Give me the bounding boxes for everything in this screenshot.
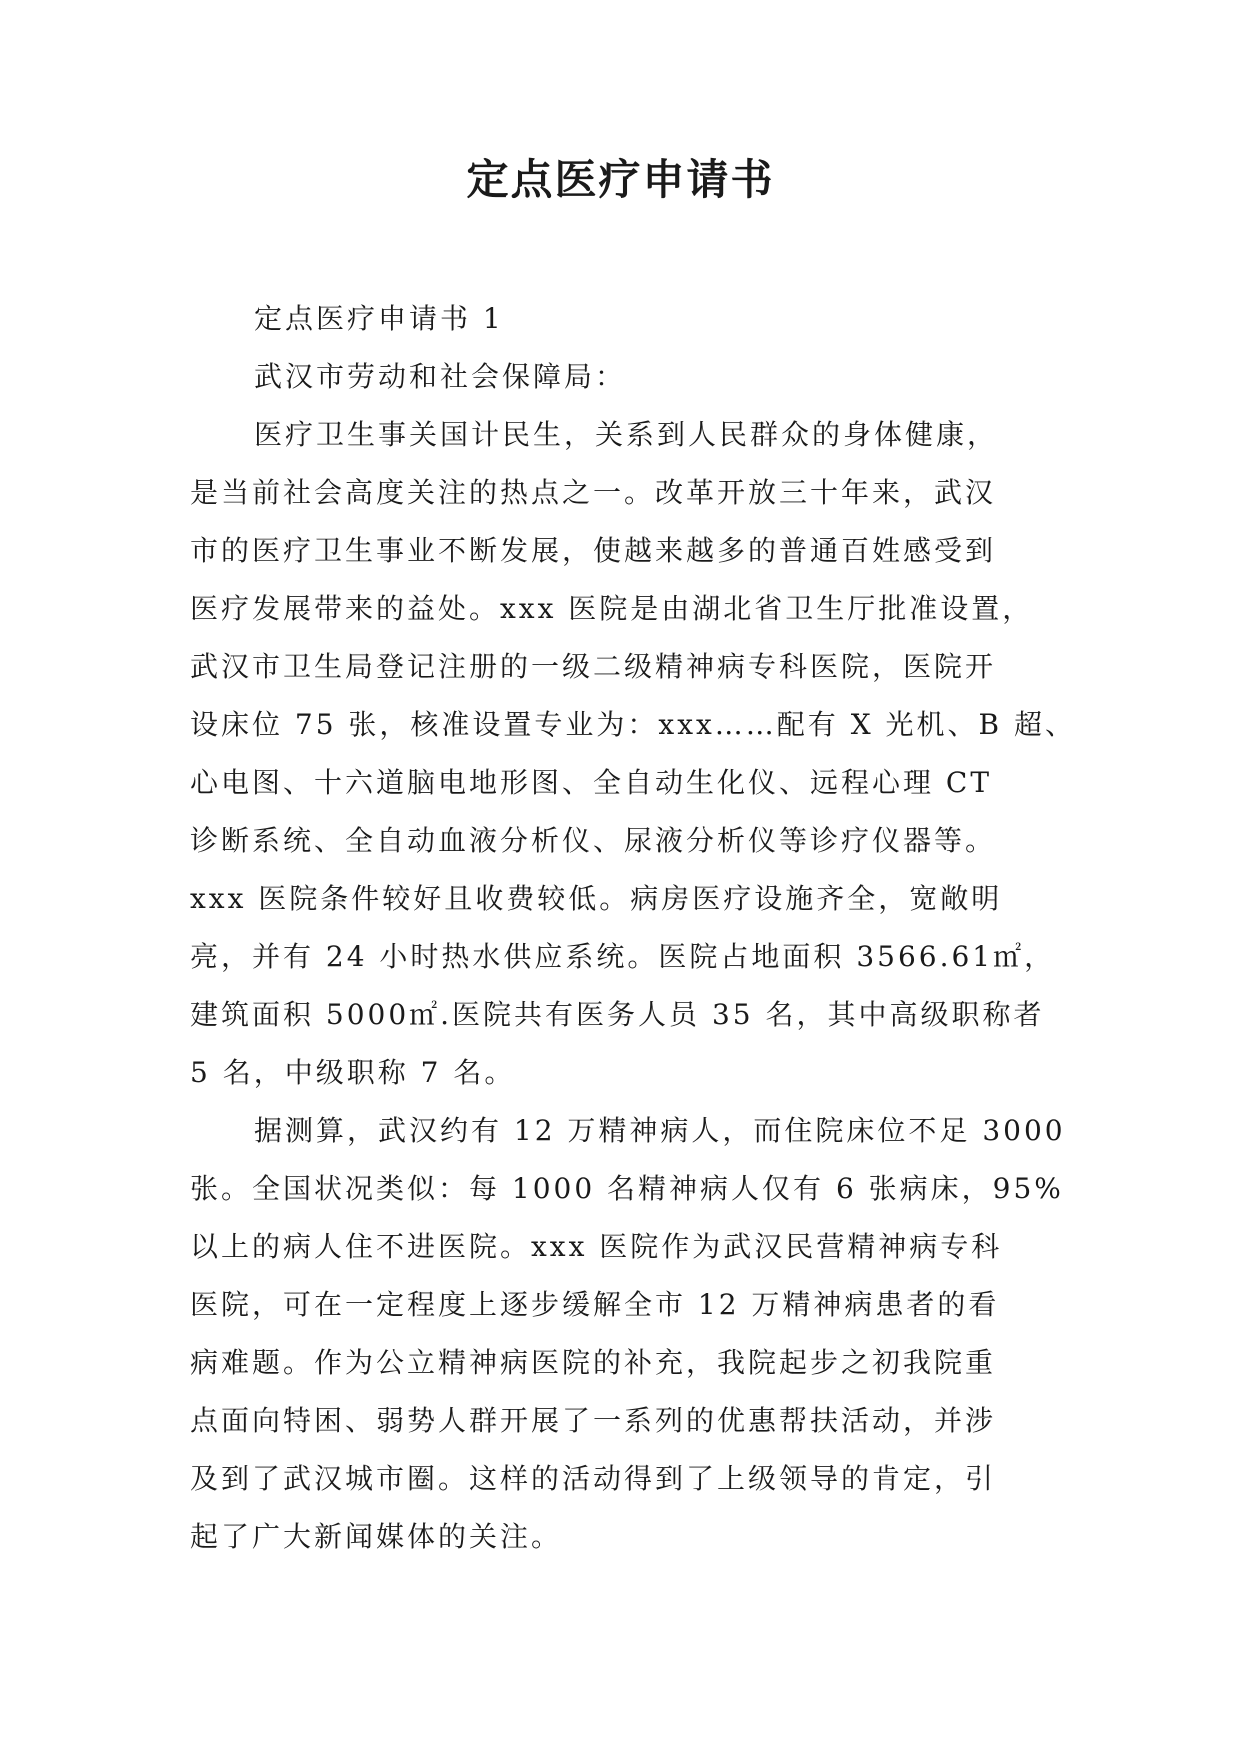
paragraph-line: 起了广大新闻媒体的关注。 <box>190 1520 563 1553</box>
paragraph-line: 是当前社会高度关注的热点之一。改革开放三十年来，武汉 <box>190 476 997 509</box>
paragraph-line: 心电图、十六道脑电地形图、全自动生化仪、远程心理 CT <box>190 766 993 799</box>
paragraph-line: 设床位 75 张，核准设置专业为：xxx……配有 X 光机、B 超、 <box>190 708 1077 741</box>
paragraph-line: 医疗发展带来的益处。xxx 医院是由湖北省卫生厅批准设置， <box>190 592 1034 625</box>
paragraph-2 <box>190 1102 1070 1566</box>
paragraph-line: 5 名，中级职称 7 名。 <box>190 1056 516 1089</box>
paragraph-line: 建筑面积 5000㎡.医院共有医务人员 35 名，其中高级职称者 <box>190 998 1045 1031</box>
document-title: 定点医疗申请书 <box>466 155 775 204</box>
paragraph-line: 以上的病人住不进医院。xxx 医院作为武汉民营精神病专科 <box>190 1230 1003 1263</box>
paragraph-line: 市的医疗卫生事业不断发展，使越来越多的普通百姓感受到 <box>190 534 997 567</box>
paragraph-line: 据测算，武汉约有 12 万精神病人，而住院床位不足 3000 <box>254 1114 1066 1147</box>
paragraph-line: 点面向特困、弱势人群开展了一系列的优惠帮扶活动，并涉 <box>190 1404 997 1437</box>
document-body <box>190 290 1077 1566</box>
paragraph-line: xxx 医院条件较好且收费较低。病房医疗设施齐全，宽敞明 <box>190 882 1003 915</box>
paragraph-1 <box>190 406 1077 1102</box>
paragraph-line: 病难题。作为公立精神病医院的补充，我院起步之初我院重 <box>190 1346 997 1379</box>
paragraph-line: 武汉市卫生局登记注册的一级二级精神病专科医院，医院开 <box>190 650 997 683</box>
addressee: 武汉市劳动和社会保障局： <box>254 360 627 393</box>
document-subtitle: 定点医疗申请书 1 <box>254 302 504 335</box>
paragraph-line: 及到了武汉城市圈。这样的活动得到了上级领导的肯定，引 <box>190 1462 997 1495</box>
paragraph-line: 亮，并有 24 小时热水供应系统。医院占地面积 3566.61㎡， <box>190 940 1056 973</box>
paragraph-line: 医院，可在一定程度上逐步缓解全市 12 万精神病患者的看 <box>190 1288 1000 1321</box>
paragraph-line: 医疗卫生事关国计民生，关系到人民群众的身体健康， <box>254 418 999 451</box>
paragraph-line: 诊断系统、全自动血液分析仪、尿液分析仪等诊疗仪器等。 <box>190 824 997 857</box>
paragraph-line: 张。全国状况类似：每 1000 名精神病人仅有 6 张病床，95% <box>190 1172 1064 1205</box>
